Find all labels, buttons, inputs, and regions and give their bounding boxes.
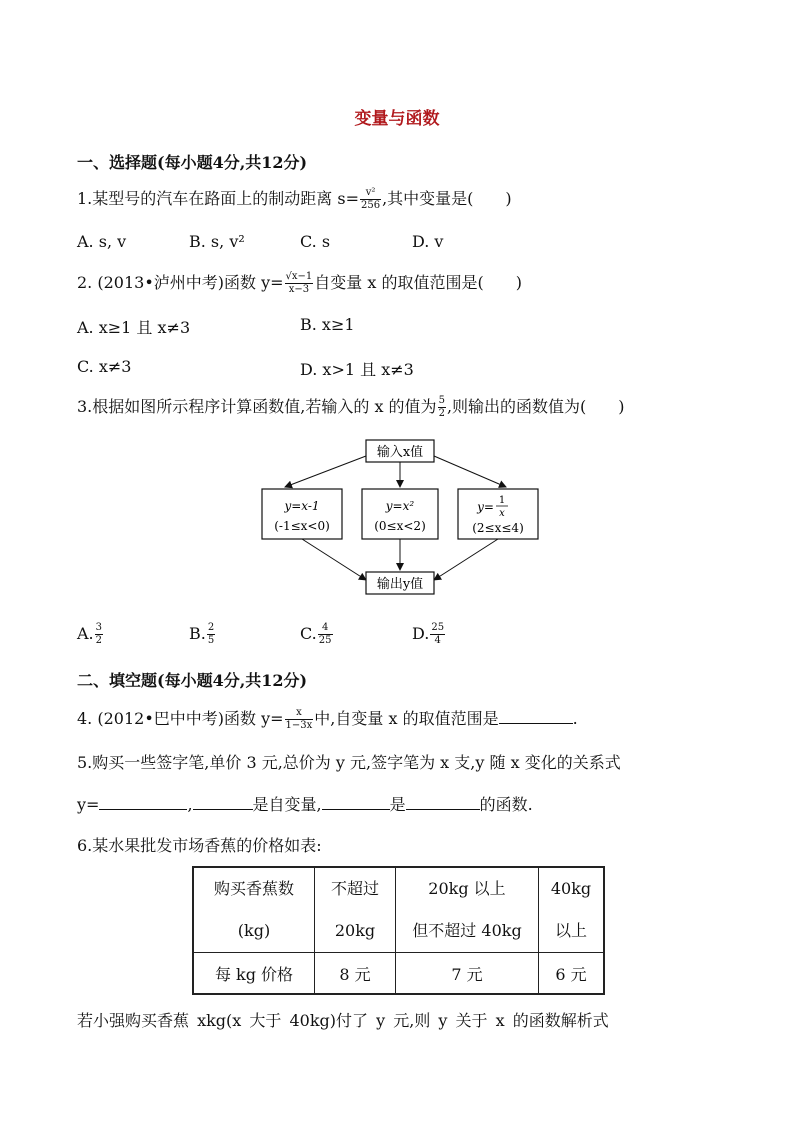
box-2-domain: (0≤x<2) xyxy=(374,519,426,533)
arrow-from-box-1 xyxy=(302,539,366,580)
arrow-from-box-3 xyxy=(434,539,498,580)
fraction-numerator: 2 xyxy=(207,622,215,633)
question-5-text-1: 是自变量, xyxy=(252,795,322,814)
price-table xyxy=(192,866,605,995)
option-b[interactable]: B. x≥1 xyxy=(300,315,355,334)
option-letter: C. xyxy=(300,624,317,643)
fraction-denominator: 5 xyxy=(207,635,215,646)
question-5-text-3: 的函数. xyxy=(479,795,533,814)
box-1-formula: y=x-1 xyxy=(284,499,320,513)
option-letter: A. xyxy=(77,624,94,643)
question-5: 5.购买一些签字笔,单价 3 元,总价为 y 元,签字笔为 x 支,y 随 x 变化的关系式 xyxy=(77,753,621,772)
box-3-formula: y= xyxy=(477,500,494,514)
header-line: 购买香蕉数 xyxy=(213,879,294,898)
arrow-to-box-3 xyxy=(434,456,506,487)
table-cell: 8 元 xyxy=(315,953,396,995)
option-a[interactable]: A. x≥1 且 x≠3 xyxy=(77,318,191,337)
table-cell: 7 元 xyxy=(396,953,539,995)
question-4-fraction xyxy=(285,707,314,732)
fraction-numerator: √x−1 xyxy=(285,271,313,282)
question-5-y: y= xyxy=(77,795,100,814)
header-line: 20kg xyxy=(334,921,376,940)
fraction-denominator: 2 xyxy=(95,635,103,646)
header-line: 40kg xyxy=(550,879,592,898)
answer-blank[interactable] xyxy=(499,707,573,724)
fraction-denominator: 2 xyxy=(438,408,445,419)
option-fraction xyxy=(318,622,333,647)
option-c[interactable] xyxy=(300,622,334,647)
box-3-denominator: x xyxy=(499,508,505,519)
table-header-cell xyxy=(396,867,539,953)
option-c[interactable]: C. x≠3 xyxy=(77,357,132,376)
question-5-text-2: 是 xyxy=(389,795,406,814)
question-1-text-end: ,其中变量是( ) xyxy=(382,189,512,208)
question-5-line-2 xyxy=(77,792,533,815)
question-4-text-end: 中,自变量 x 的取值范围是 xyxy=(314,709,499,728)
option-fraction xyxy=(95,622,103,647)
section-heading-choice: 一、选择题(每小题4分,共12分) xyxy=(77,153,308,172)
fraction-denominator: 256 xyxy=(360,200,381,211)
input-box-label: 输入x值 xyxy=(376,445,424,460)
output-box xyxy=(366,572,434,594)
question-2 xyxy=(77,270,522,296)
option-b[interactable]: B. s, v² xyxy=(189,232,245,251)
option-letter: B. xyxy=(189,624,206,643)
header-line: 但不超过 40kg xyxy=(412,921,522,940)
fraction-numerator: v² xyxy=(360,187,381,200)
question-6-continuation: 若小强购买香蕉 xkg(x 大于 40kg)付了 y 元,则 y 关于 x 的函数解析式 xyxy=(77,1011,609,1030)
question-3 xyxy=(77,394,625,420)
fraction-numerator: 3 xyxy=(95,622,103,633)
option-b[interactable] xyxy=(189,622,216,647)
page-title: 变量与函数 xyxy=(354,109,440,129)
table-row xyxy=(193,953,604,995)
question-4-text: 4. (2012•巴中中考)函数 y= xyxy=(77,709,284,728)
question-2-text: 2. (2013•泸州中考)函数 y= xyxy=(77,273,284,292)
branch-box-1 xyxy=(262,489,342,539)
question-1 xyxy=(77,186,512,212)
answer-blank-3[interactable] xyxy=(322,793,390,810)
option-fraction xyxy=(430,622,445,647)
question-3-text: 3.根据如图所示程序计算函数值,若输入的 x 的值为 xyxy=(77,397,437,416)
option-d[interactable]: D. x>1 且 x≠3 xyxy=(300,360,414,379)
answer-blank-4[interactable] xyxy=(406,793,480,810)
option-fraction xyxy=(207,622,215,647)
fraction-denominator: 25 xyxy=(318,635,332,646)
answer-blank-1[interactable] xyxy=(99,793,187,810)
box-3-domain: (2≤x≤4) xyxy=(472,521,524,535)
table-header-cell xyxy=(539,867,605,953)
fraction-denominator: x−3 xyxy=(288,284,310,295)
answer-blank-2[interactable] xyxy=(193,793,253,810)
table-header-cell xyxy=(193,867,315,953)
question-3-fraction xyxy=(438,395,446,420)
branch-box-3 xyxy=(458,489,538,539)
table-cell: 每 kg 价格 xyxy=(193,953,315,995)
question-5-comma: , xyxy=(187,795,193,814)
question-1-text: 1.某型号的汽车在路面上的制动距离 s= xyxy=(77,189,359,208)
table-header-cell xyxy=(315,867,396,953)
box-1-domain: (-1≤x<0) xyxy=(274,519,330,533)
option-a[interactable] xyxy=(77,622,104,647)
arrow-to-box-1 xyxy=(285,456,366,487)
fraction-denominator: 1−3x xyxy=(285,720,313,731)
question-2-fraction xyxy=(285,271,314,296)
header-line: 20kg 以上 xyxy=(428,879,506,898)
output-box-label: 输出y值 xyxy=(376,577,424,592)
header-line: 以上 xyxy=(554,921,587,940)
flowchart xyxy=(250,432,550,602)
section-heading-fill-blank: 二、填空题(每小题4分,共12分) xyxy=(77,671,308,690)
option-d[interactable] xyxy=(412,622,446,647)
input-box xyxy=(366,440,434,462)
fraction-numerator: 25 xyxy=(431,622,445,633)
header-line: (kg) xyxy=(237,921,271,940)
option-c[interactable]: C. s xyxy=(300,232,331,251)
table-cell: 6 元 xyxy=(539,953,605,995)
table-row xyxy=(193,867,604,953)
question-4-period: . xyxy=(572,709,578,728)
fraction-denominator: 4 xyxy=(434,635,441,646)
option-d[interactable]: D. v xyxy=(412,232,444,251)
option-a[interactable]: A. s, v xyxy=(77,232,127,251)
question-4 xyxy=(77,706,578,732)
question-1-fraction xyxy=(360,187,381,212)
fraction-numerator: 5 xyxy=(438,395,445,406)
box-3-numerator: 1 xyxy=(498,495,506,506)
question-6: 6.某水果批发市场香蕉的价格如表: xyxy=(77,836,322,855)
fraction-numerator: x xyxy=(285,707,314,720)
option-letter: D. xyxy=(412,624,430,643)
box-2-formula: y=x² xyxy=(385,499,415,513)
question-2-text-end: 自变量 x 的取值范围是( ) xyxy=(314,273,522,292)
question-3-text-end: ,则输出的函数值为( ) xyxy=(446,397,625,416)
fraction-numerator: 4 xyxy=(318,622,333,635)
header-line: 不超过 xyxy=(330,879,379,898)
branch-box-2 xyxy=(362,489,438,539)
